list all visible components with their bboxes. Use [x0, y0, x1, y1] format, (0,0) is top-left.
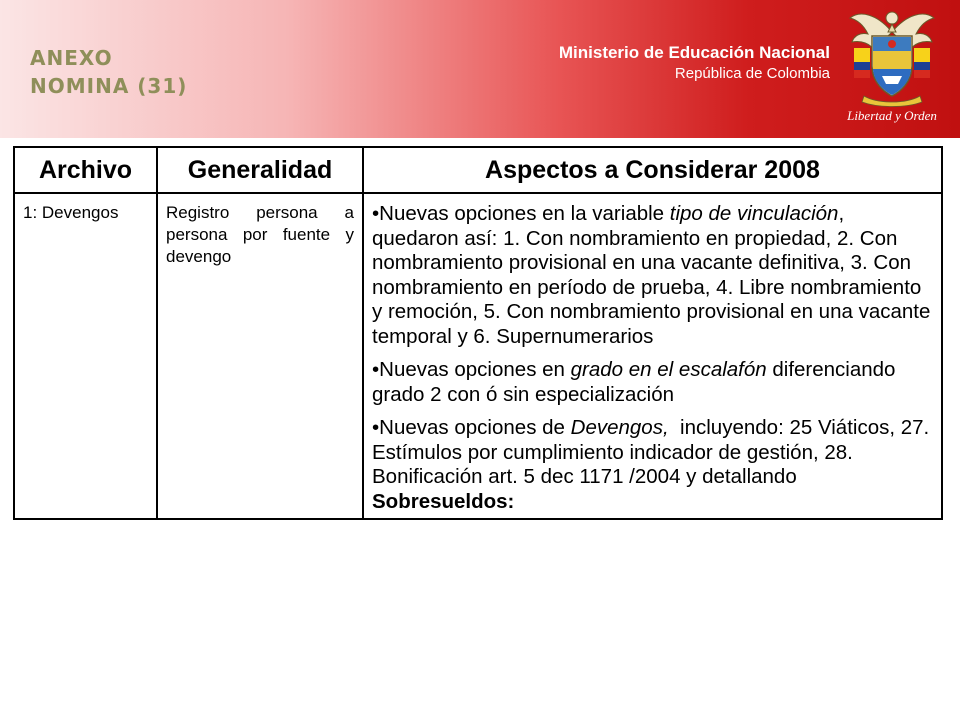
- table-row: [14, 193, 942, 519]
- header-archivo: Archivo: [14, 147, 157, 193]
- cell-generalidad: [157, 193, 363, 519]
- bullet1-text-a: •Nuevas opciones en la variable: [372, 202, 670, 225]
- header-aspectos: Aspectos a Considerar 2008: [363, 147, 942, 193]
- bullet-grado-escalafon: [372, 358, 933, 407]
- ministry-country: República de Colombia: [674, 65, 830, 82]
- ministry-name: Ministerio de Educación Nacional: [558, 43, 830, 62]
- cell-archivo: 1: Devengos: [14, 193, 157, 519]
- ministry-block: [559, 42, 830, 84]
- annex-title-line2: NOMINA (31): [30, 74, 188, 98]
- bullet1-text-c: , quedaron así: 1. Con nombramiento en propiedad, 2. Con nombramiento provisional en una vacante definitiva, 3. Con nombramiento en período de prueba, 4. Libre nombramiento y remoción, 5. Con nombramiento provisional en una vacante temporal y 6. Supernumerarios: [372, 202, 931, 348]
- header-generalidad: Generalidad: [157, 147, 363, 193]
- bullet2-text-a: •Nuevas opciones en: [372, 358, 571, 381]
- bullet1-text-italic: tipo de vinculación: [669, 202, 839, 225]
- bullet3-text-c: incluyendo: 25 Viáticos, 27. Estímulos por cumplimiento indicador de gestión, 28. Bonificación art. 5 dec 1171 /2004 y detallando: [372, 416, 935, 488]
- bullet3-text-bold: Sobresueldos:: [372, 489, 515, 513]
- bullet-tipo-vinculacion: [372, 202, 933, 349]
- aspects-table: [13, 146, 943, 520]
- header-banner: [0, 0, 960, 138]
- annex-title-line1: ANEXO: [30, 46, 113, 70]
- bullet2-text-italic: grado en el escalafón: [570, 358, 767, 381]
- coat-motto: Libertad y Orden: [847, 108, 937, 123]
- generalidad-text: Registro persona a persona por fuente y devengo: [166, 203, 354, 266]
- bullet3-text-italic: Devengos,: [570, 416, 669, 439]
- bullet2-text-c: diferenciando grado 2 con ó sin especialización: [372, 358, 896, 406]
- table-header-row: [14, 147, 942, 193]
- bullet3-text-a: •Nuevas opciones de: [372, 416, 571, 439]
- cell-aspectos: [363, 193, 942, 519]
- bullet-devengos: [372, 416, 933, 514]
- annex-title: [30, 44, 187, 100]
